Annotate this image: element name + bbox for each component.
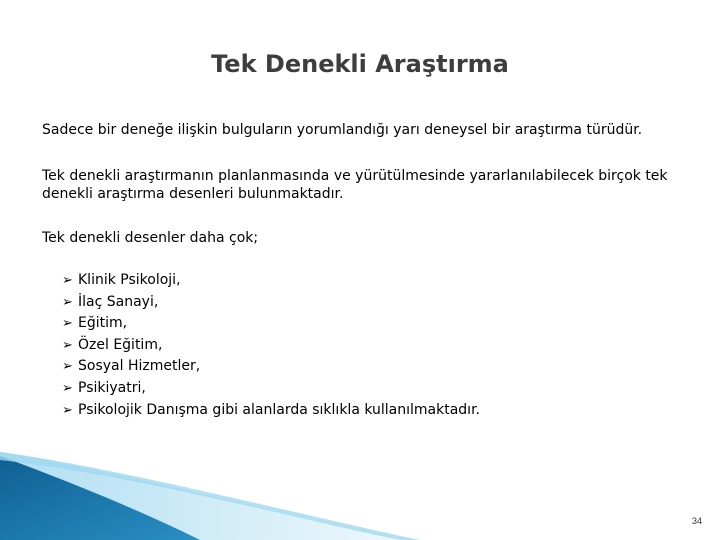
arrow-bullet-icon: ➢	[62, 316, 73, 332]
usage-paragraph: Tek denekli desenler daha çok;	[42, 230, 259, 246]
list-item	[62, 270, 480, 292]
page-number: 34	[691, 516, 702, 526]
list-item	[62, 313, 480, 335]
arrow-bullet-icon: ➢	[62, 337, 73, 353]
arrow-bullet-icon: ➢	[62, 402, 73, 418]
list-item	[62, 356, 480, 378]
arrow-bullet-icon: ➢	[62, 359, 73, 375]
list-item-text: İlaç Sanayi,	[78, 293, 159, 310]
arrow-bullet-icon: ➢	[62, 294, 73, 310]
design-paragraph: Tek denekli araştırmanın planlanmasında ve yürütülmesinde yararlanılabilecek birçok tek denekli araştırma desenleri bulunmaktadır.	[42, 168, 668, 202]
arrow-bullet-icon: ➢	[62, 380, 73, 396]
list-item-text: Psikiyatri,	[78, 379, 146, 396]
list-item	[62, 335, 480, 357]
list-item-text: Sosyal Hizmetler,	[78, 358, 201, 375]
list-item-text: Psikolojik Danışma gibi alanlarda sıklıkla kullanılmaktadır.	[78, 401, 480, 418]
list-item-text: Eğitim,	[78, 315, 128, 332]
list-item-text: Özel Eğitim,	[78, 336, 163, 353]
arrow-bullet-icon: ➢	[62, 273, 73, 288]
list-item-text: Klinik Psikoloji,	[78, 272, 181, 288]
list-item	[62, 378, 480, 400]
field-list	[62, 270, 480, 421]
list-item	[62, 292, 480, 314]
slide-title: Tek Denekli Araştırma	[211, 50, 509, 78]
list-item	[62, 400, 480, 422]
intro-paragraph: Sadece bir deneğe ilişkin bulguların yorumlandığı yarı deneysel bir araştırma türüdür.	[42, 122, 643, 138]
